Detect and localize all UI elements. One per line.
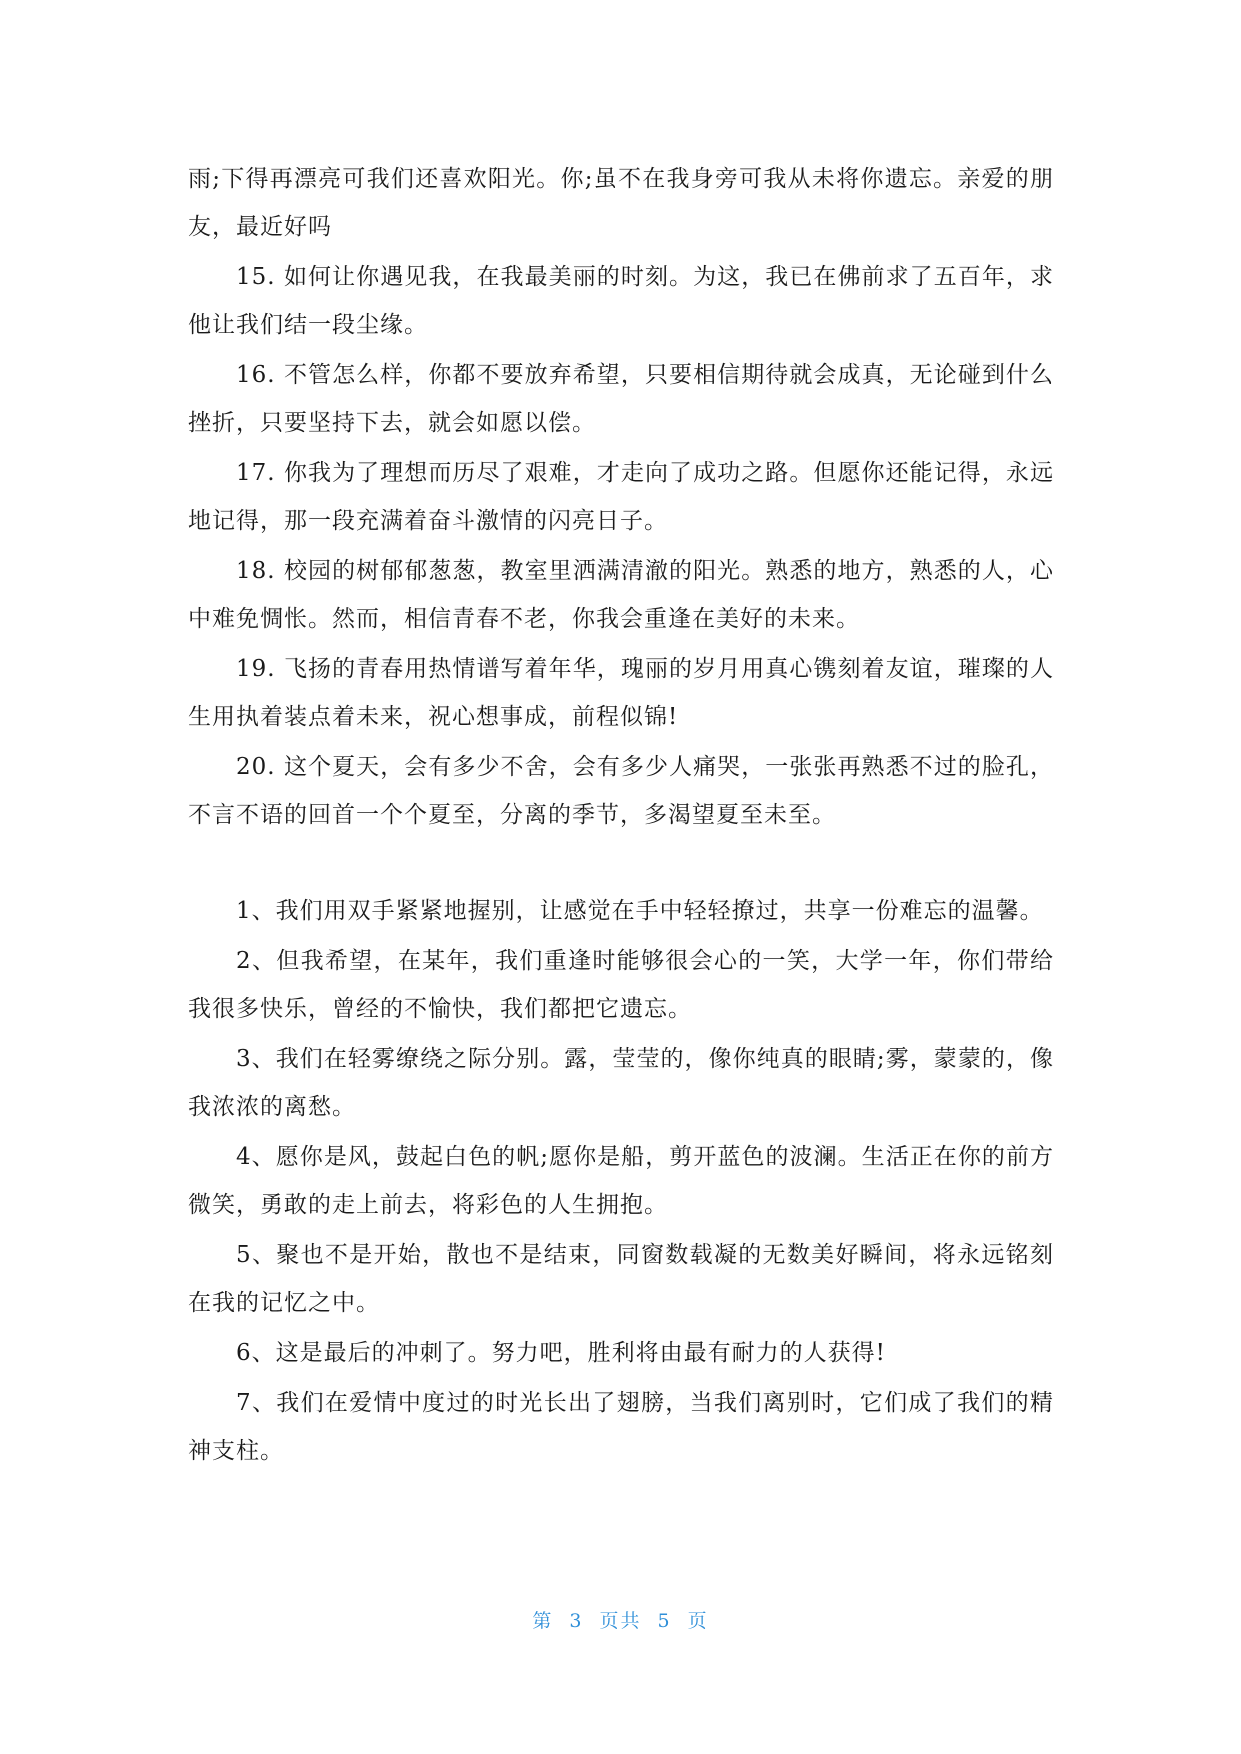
paragraph: 6、这是最后的冲刺了。努力吧，胜利将由最有耐力的人获得! bbox=[236, 1340, 886, 1366]
paragraph: 7、我们在爱情中度过的时光长出了翅膀，当我们离别时，它们成了我们的精神支柱。 bbox=[188, 1390, 1054, 1464]
page-footer bbox=[0, 1606, 1241, 1633]
footer-middle: 页共 bbox=[599, 1610, 642, 1632]
paragraph: 2、但我希望，在某年，我们重逢时能够很会心的一笑，大学一年，你们带给我很多快乐，曾经的不愉快，我们都把它遗忘。 bbox=[188, 948, 1054, 1022]
footer-prefix: 第 bbox=[532, 1610, 554, 1632]
paragraph: 15. 如何让你遇见我，在我最美丽的时刻。为这，我已在佛前求了五百年，求他让我们结一段尘缘。 bbox=[188, 264, 1054, 338]
paragraph: 3、我们在轻雾缭绕之际分别。露，莹莹的，像你纯真的眼睛;雾，蒙蒙的，像我浓浓的离愁。 bbox=[188, 1046, 1054, 1120]
footer-total-pages: 5 bbox=[657, 1610, 672, 1632]
footer-current-page: 3 bbox=[569, 1610, 584, 1632]
footer-suffix: 页 bbox=[687, 1610, 709, 1632]
paragraph: 19. 飞扬的青春用热情谱写着年华，瑰丽的岁月用真心镌刻着友谊，璀璨的人生用执着装点着未来，祝心想事成，前程似锦! bbox=[188, 656, 1054, 730]
paragraph: 20. 这个夏天，会有多少不舍，会有多少人痛哭，一张张再熟悉不过的脸孔，不言不语的回首一个个夏至，分离的季节，多渴望夏至未至。 bbox=[188, 754, 1054, 828]
paragraph: 1、我们用双手紧紧地握别，让感觉在手中轻轻撩过，共享一份难忘的温馨。 bbox=[236, 898, 1044, 924]
paragraph: 4、愿你是风，鼓起白色的帆;愿你是船，剪开蓝色的波澜。生活正在你的前方微笑，勇敢的走上前去，将彩色的人生拥抱。 bbox=[188, 1144, 1054, 1218]
paragraph: 5、聚也不是开始，散也不是结束，同窗数载凝的无数美好瞬间，将永远铭刻在我的记忆之中。 bbox=[188, 1242, 1054, 1316]
paragraph: 雨;下得再漂亮可我们还喜欢阳光。你;虽不在我身旁可我从未将你遗忘。亲爱的朋友，最近好吗 bbox=[188, 166, 1054, 240]
paragraph: 18. 校园的树郁郁葱葱，教室里洒满清澈的阳光。熟悉的地方，熟悉的人，心中难免惆怅。然而，相信青春不老，你我会重逢在美好的未来。 bbox=[188, 558, 1054, 632]
paragraph: 17. 你我为了理想而历尽了艰难，才走向了成功之路。但愿你还能记得，永远地记得，那一段充满着奋斗激情的闪亮日子。 bbox=[188, 460, 1054, 534]
paragraph: 16. 不管怎么样，你都不要放弃希望，只要相信期待就会成真，无论碰到什么挫折，只要坚持下去，就会如愿以偿。 bbox=[188, 362, 1054, 436]
document-body bbox=[188, 155, 1054, 1477]
